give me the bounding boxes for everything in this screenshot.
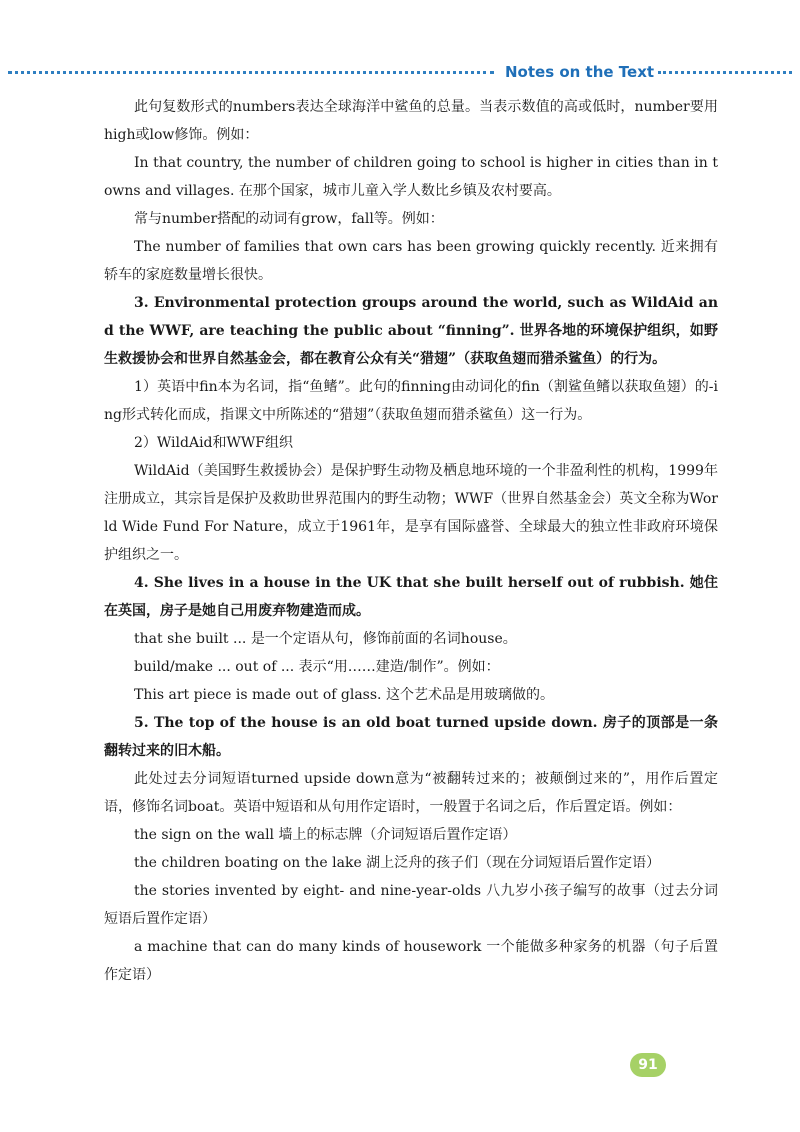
note-paragraph: the stories invented by eight- and nine-year-olds 八九岁小孩子编写的故事（过去分词短语后置作定语） <box>104 883 718 927</box>
running-header <box>0 60 800 84</box>
note-heading: 5. The top of the house is an old boat turned upside down. 房子的顶部是一条翻转过来的旧木船。 <box>104 715 718 759</box>
page-number-badge: 91 <box>630 1053 666 1077</box>
note-paragraph: 1）英语中fin本为名词，指“鱼鳍”。此句的finning由动词化的fin（割鲨鱼鳍以获取鱼翅）的-ing形式转化而成，指课文中所陈述的“猎翅”（获取鱼翅而猎杀鲨鱼）这一行为。 <box>104 379 718 423</box>
note-paragraph: WildAid（美国野生救援协会）是保护野生动物及栖息地环境的一个非盈利性的机构，1999年注册成立，其宗旨是保护及救助世界范围内的野生动物；WWF（世界自然基金会）英文全称为World Wide Fund For Nature，成立于1961年，是享有国际盛誉、全球最大的独立性非政府环境保护组织之一。 <box>104 463 718 563</box>
note-paragraph: The number of families that own cars has been growing quickly recently. 近来拥有轿车的家庭数量增长很快。 <box>104 239 718 283</box>
header-title: Notes on the Text <box>505 63 655 81</box>
note-paragraph: 2）WildAid和WWF组织 <box>134 435 294 451</box>
note-paragraph: build/make ... out of ... 表示“用……建造/制作”。例如： <box>134 659 500 675</box>
note-paragraph: 此处过去分词短语turned upside down意为“被翻转过来的；被颠倒过来的”，用作后置定语，修饰名词boat。英语中短语和从句用作定语时，一般置于名词之后，作后置定语。例如： <box>104 771 718 815</box>
note-heading: 4. She lives in a house in the UK that she built herself out of rubbish. 她住在英国，房子是她自己用废弃物建造而成。 <box>104 575 718 619</box>
notes-body <box>104 93 718 989</box>
note-paragraph: the children boating on the lake 湖上泛舟的孩子们（现在分词短语后置作定语） <box>134 855 661 871</box>
note-paragraph: a machine that can do many kinds of housework 一个能做多种家务的机器（句子后置作定语） <box>104 939 718 983</box>
note-paragraph: In that country, the number of children going to school is higher in cities than in towns and villages. 在那个国家，城市儿童入学人数比乡镇及农村要高。 <box>104 155 718 199</box>
note-paragraph: that she built ... 是一个定语从句，修饰前面的名词house。 <box>134 631 517 647</box>
note-heading: 3. Environmental protection groups around the world, such as WildAid and the WWF, are teaching the public about “finning”. 世界各地的环境保护组织，如野生救援协会和世界自然基金会，都在教育公众有关“猎翅”（获取鱼翅而猎杀鲨鱼）的行为。 <box>104 295 718 367</box>
note-paragraph: 常与number搭配的动词有grow，fall等。例如： <box>134 211 444 227</box>
note-paragraph: This art piece is made out of glass. 这个艺术品是用玻璃做的。 <box>134 687 554 703</box>
note-paragraph: the sign on the wall 墙上的标志牌（介词短语后置作定语） <box>134 827 517 843</box>
note-paragraph: 此句复数形式的numbers表达全球海洋中鲨鱼的总量。当表示数值的高或低时，number要用high或low修饰。例如： <box>104 99 718 143</box>
header-dotted-rule-left <box>8 71 494 74</box>
header-dotted-rule-right <box>658 71 792 74</box>
